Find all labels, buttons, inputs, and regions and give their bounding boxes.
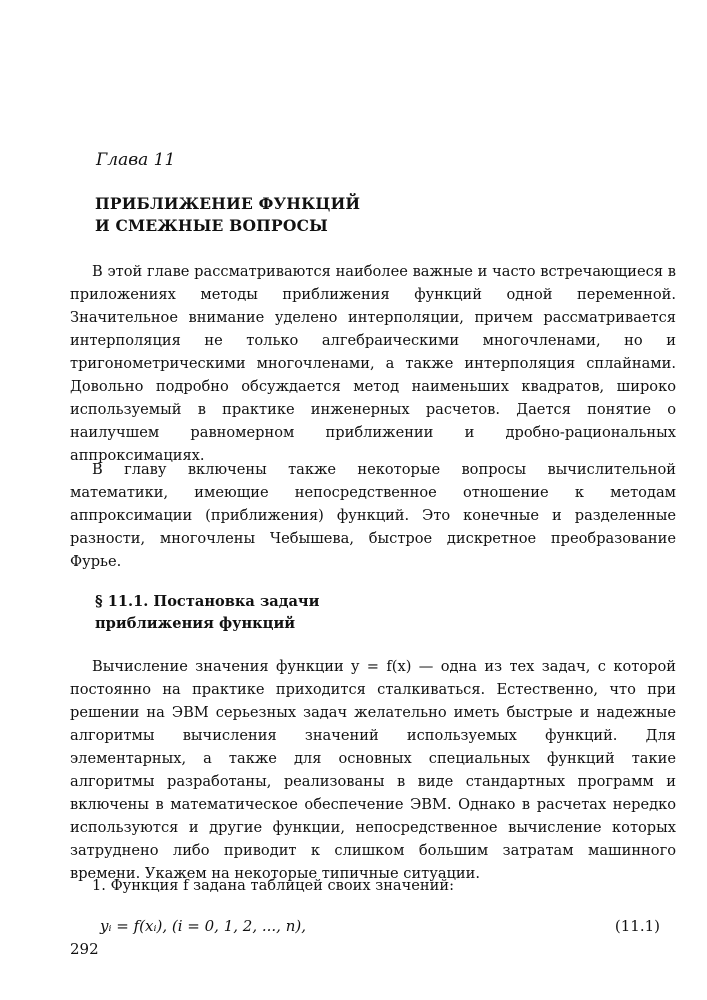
chapter-label: Глава 11	[96, 150, 176, 170]
equation-11-1	[100, 917, 660, 935]
section-heading	[95, 591, 319, 635]
chapter-title-line-2: И СМЕЖНЫЕ ВОПРОСЫ	[95, 216, 328, 235]
section-heading-line-2: приближения функций	[95, 615, 296, 632]
equation-number: (11.1)	[614, 917, 660, 935]
chapter-title-line-1: ПРИБЛИЖЕНИЕ ФУНКЦИЙ	[95, 194, 361, 213]
equation-text: yᵢ = f(xᵢ), (i = 0, 1, 2, ..., n),	[100, 917, 306, 935]
intro-paragraph-1: В этой главе рассматриваются наиболее важные и часто встречающиеся в приложениях методы приближения функций одной переменной. Значительное внимание уделено интерполяции, причем рассматривается интерполяция не только алгебраическими многочленами, но и тригонометрическими многочленами, а также интерполяция сплайнами. Довольно подробно обсуждается метод наименьших квадратов, широко используемый в практике инженерных расчетов. Дается понятие о наилучшем равномерном приближении и дробно-рациональных аппроксимациях.	[70, 263, 676, 464]
intro-paragraph-2: В главу включены также некоторые вопросы вычислительной математики, имеющие непосредственное отношение к методам аппроксимации (приближения) функций. Это конечные и разделенные разности, многочлены Чебышева, быстрое дискретное преобразование Фурье.	[70, 461, 676, 570]
numbered-item-1: 1. Функция f задана таблицей своих значений:	[92, 877, 455, 894]
chapter-title	[95, 193, 360, 237]
body-paragraph-1: Вычисление значения функции y = f(x) — одна из тех задач, с которой постоянно на практике приходится сталкиваться. Естественно, что при решении на ЭВМ серьезных задач желательно иметь быстрые и надежные алгоритмы вычисления значений используемых функций. Для элементарных, а также для основных специальных функций такие алгоритмы разработаны, реализованы в виде стандартных программ и включены в математическое обеспечение ЭВМ. Однако в расчетах нередко используются и другие функции, непосредственное вычисление которых затруднено либо приводит к слишком большим затратам машинного времени. Укажем на некоторые типичные ситуации.	[70, 658, 676, 882]
section-heading-line-1: § 11.1. Постановка задачи	[95, 593, 320, 610]
page-number: 292	[70, 940, 99, 958]
